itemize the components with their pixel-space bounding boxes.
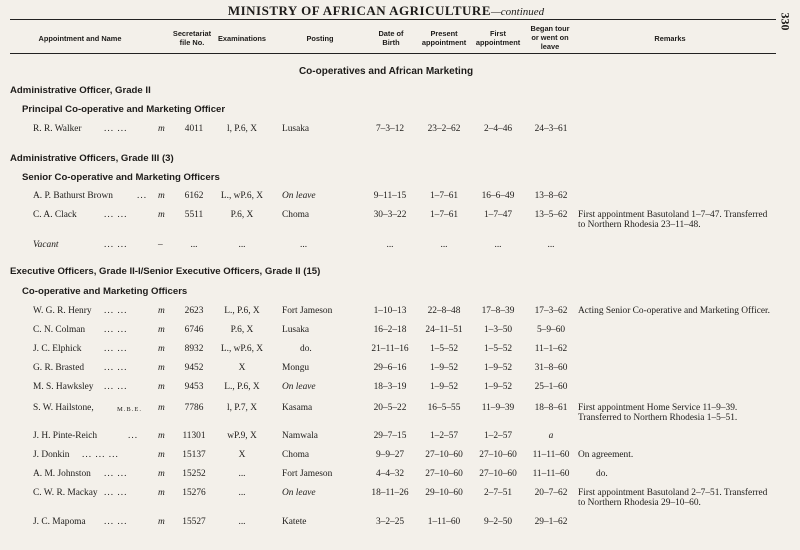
col-header-tour: Began tour or went on leave	[530, 24, 570, 51]
table-row: J. Donkin ... ... ... m 15137 X Choma 9–9–27 27–10–60 27–10–60 11–11–60 On agreement.	[33, 450, 634, 460]
table-row: Vacant ... ... – ... ... ... ... ... ... ...	[33, 240, 555, 250]
section-title: Co-operatives and African Marketing	[298, 66, 474, 77]
table-row: C. N. Colman ... ... m 6746 P.6, X Lusaka 16–2–18 24–11–51 1–3–50 5–9–60	[33, 325, 566, 335]
table-row: M. S. Hawksley ... ... m 9453 L., P.6, X On leave 18–3–19 1–9–52 1–9–52 25–1–60	[33, 382, 568, 392]
col-header-present: Present appointment	[421, 29, 467, 47]
table-row: A. M. Johnston ... ... m 15252 ... Fort Jameson 4–4–32 27–10–60 27–10–60 11–11–60 do.	[33, 469, 608, 479]
col-header-file: Secretariat file No.	[172, 29, 212, 47]
table-row: G. R. Brasted ... ... m 9452 X Mongu 29–6–16 1–9–52 1–9–52 31–8–60	[33, 363, 568, 373]
table-row: R. R. Walker ... ... m 4011 l, P.6, X Lusaka 7–3–12 23–2–62 2–4–46 24–3–61	[33, 124, 568, 134]
col-header-remarks: Remarks	[654, 34, 686, 43]
table-row: J. C. Elphick ... ... m 8932 L., wP.6, X do. 21–11–16 1–5–52 1–5–52 11–1–62	[33, 344, 568, 354]
table-row: W. G. R. Henry ... ... m 2623 L., P.6, X Fort Jameson 1–10–13 22–8–48 17–8–39 17–3–62 Acting Senior Co-operative and Marketing Officer.	[33, 306, 770, 316]
group-subheading: Principal Co-operative and Marketing Officer	[22, 104, 226, 115]
group-subheading: Senior Co-operative and Marketing Officers	[22, 172, 220, 183]
group-subheading: Co-operative and Marketing Officers	[22, 286, 188, 297]
table-row: C. W. R. Mackay ... ... m 15276 ... On leave 18–11–26 29–10–60 2–7–51 20–7–62 First appointment Basutoland 2–7–51. Transferred to Northern Rhodesia 29–10–60.	[33, 488, 768, 508]
page-title: MINISTRY OF AFRICAN AGRICULTURE—continued	[227, 3, 545, 18]
page-number: 330	[778, 12, 793, 31]
top-rule	[10, 19, 776, 20]
col-header-posting: Posting	[306, 34, 334, 43]
table-row: C. A. Clack ... ... m 5511 P.6, X Choma 30–3–22 1–7–61 1–7–47 13–5–62 First appointment Basutoland 1–7–47. Transferred to Northern Rhodesia 23–11–48.	[33, 210, 768, 230]
col-header-first: First appointment	[475, 29, 521, 47]
table-row: J. C. Mapoma ... ... m 15527 ... Katete 3–2–25 1–11–60 9–2–50 29–1–62	[33, 517, 568, 527]
col-header-exams: Examinations	[217, 34, 267, 43]
table-row: A. P. Bathurst Brown ... m 6162 L., wP.6, X On leave 9–11–15 1–7–61 16–6–49 13–8–62	[33, 191, 568, 201]
header-rule	[10, 53, 776, 54]
col-header-name: Appointment and Name	[38, 34, 122, 43]
table-row: J. H. Pinte-Reich ... m 11301 wP.9, X Namwala 29–7–15 1–2–57 1–2–57 a	[33, 431, 554, 441]
group-heading: Executive Officers, Grade II-I/Senior Executive Officers, Grade II (15)	[10, 266, 321, 277]
table-row: S. W. Hailstone, M.B.E. m 7786 l, P.7, X Kasama 20–5–22 16–5–55 11–9–39 18–8–61 First appointment Home Service 11–9–39. Transferred to Northern Rhodesia 1–5–51.	[33, 403, 738, 423]
group-heading: Administrative Officer, Grade II	[10, 85, 151, 96]
group-heading: Administrative Officers, Grade III (3)	[10, 153, 174, 164]
col-header-dob: Date of Birth	[378, 29, 404, 47]
